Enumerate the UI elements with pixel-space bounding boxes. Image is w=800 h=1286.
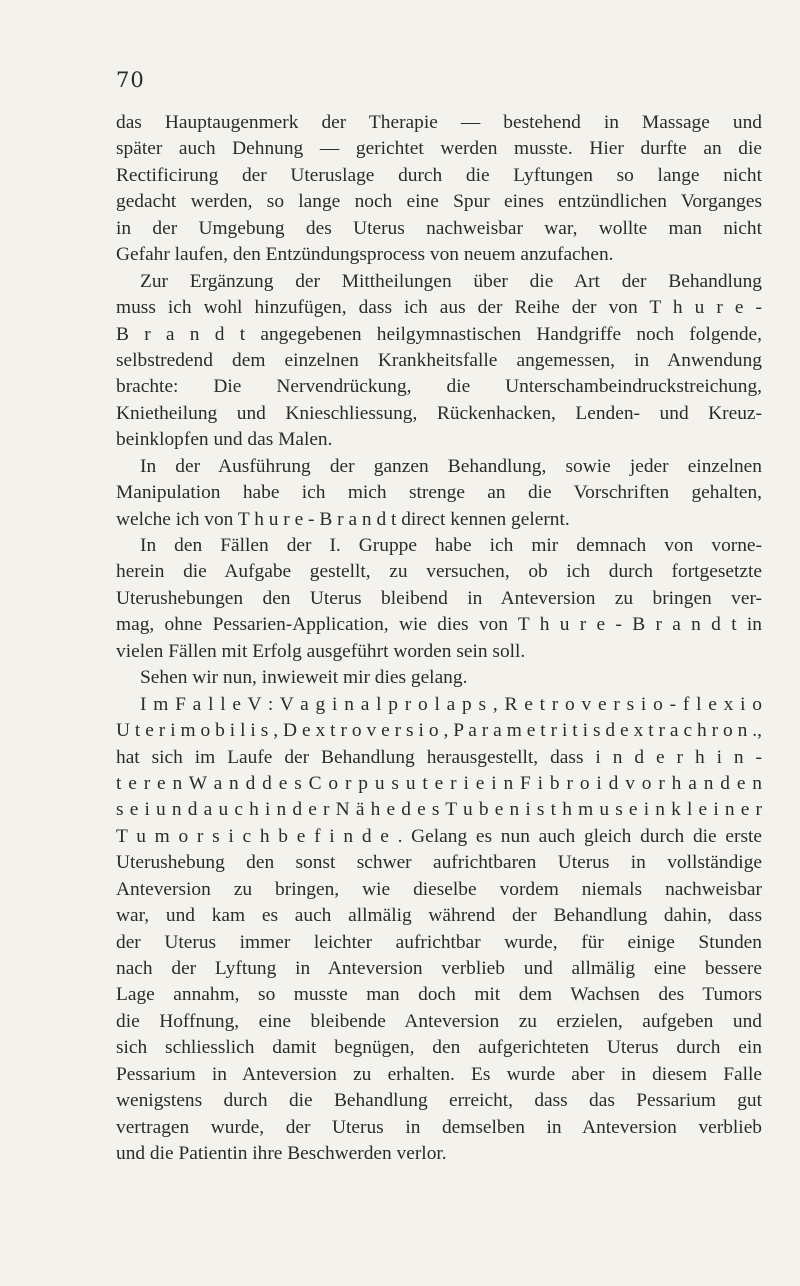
text-line: Uterushebung den sonst schwer aufrichtbaren Uterus in vollständige: [116, 852, 762, 874]
text-line: In den Fällen der I. Gruppe habe ich mir demnach von vorne-: [140, 535, 762, 556]
text-line: s e i u n d a u c h i n d e r N ä h e d e s T u b e n i s t h m u s e i n k l e i n e r: [116, 799, 762, 821]
text-line: In der Ausführung der ganzen Behandlung, sowie jeder einzelnen: [140, 455, 762, 477]
text-line: vielen Fällen mit Erfolg ausgeführt worden sein soll.: [116, 640, 526, 662]
text-line: beinklopfen und das Malen.: [116, 429, 333, 451]
text-line: hat sich im Laufe der Behandlung herausgestellt, dass i n d e r h i n -: [116, 746, 762, 768]
text-line: Pessarium in Anteversion zu erhalten. Es wurde aber in diesem Falle: [116, 1063, 762, 1085]
text-line: wenigstens durch die Behandlung erreicht, dass das Pessarium gut: [116, 1090, 762, 1112]
text-line: und die Patientin ihre Beschwerden verlor.: [116, 1143, 447, 1165]
text-line: die Hoffnung, eine bleibende Anteversion zu erzielen, aufgeben und: [116, 1010, 762, 1032]
text-line: war, und kam es auch allmälig während der Behandlung dahin, dass: [116, 905, 762, 927]
text-line: Manipulation habe ich mich strenge an die Vorschriften gehalten,: [116, 482, 762, 504]
text-line: herein die Aufgabe gestellt, zu versuchen, ob ich durch fortgesetzte: [116, 561, 762, 583]
text-line: mag, ohne Pessarien-Application, wie dies von T h u r e - B r a n d t in: [116, 614, 762, 636]
text-line: Gefahr laufen, den Entzündungsprocess von neuem anzufachen.: [116, 244, 614, 266]
text-line: B r a n d t angegebenen heilgymnastischen Handgriffe noch folgende,: [116, 323, 762, 345]
text-line: gedacht werden, so lange noch eine Spur eines entzündlichen Vorganges: [116, 191, 762, 213]
text-line: sich schliesslich damit begnügen, den aufgerichteten Uterus durch ein: [116, 1037, 762, 1059]
text-line: Sehen wir nun, inwieweit mir dies gelang.: [140, 667, 468, 689]
text-line: I m F a l l e V : V a g i n a l p r o l a p s , R e t r o v e r s i o - f l e x i o: [140, 693, 762, 715]
text-line: muss ich wohl hinzufügen, dass ich aus der Reihe der von T h u r e -: [116, 297, 762, 319]
text-line: Lage annahm, so musste man doch mit dem Wachsen des Tumors: [116, 984, 762, 1006]
text-line: brachte: Die Nervendrückung, die Unterschambeindruckstreichung,: [116, 376, 762, 398]
text-line: U t e r i m o b i l i s , D e x t r o v e r s i o , P a r a m e t r i t i s d e x t r a c h r o n .,: [116, 720, 762, 742]
text-line: nach der Lyftung in Anteversion verblieb und allmälig eine bessere: [116, 958, 762, 979]
page-number: 70: [116, 68, 145, 92]
text-line: welche ich von T h u r e - B r a n d t direct kennen gelernt.: [116, 508, 570, 530]
text-line: der Uterus immer leichter aufrichtbar wurde, für einige Stunden: [116, 931, 762, 953]
text-line: vertragen wurde, der Uterus in demselben in Anteversion verblieb: [116, 1116, 762, 1138]
text-line: Anteversion zu bringen, wie dieselbe vordem niemals nachweisbar: [116, 878, 762, 900]
text-line: Uterushebungen den Uterus bleibend in Anteversion zu bringen ver-: [116, 587, 762, 609]
text-line: Zur Ergänzung der Mittheilungen über die Art der Behandlung: [140, 270, 762, 292]
text-line: Rectificirung der Uteruslage durch die Lyftungen so lange nicht: [116, 164, 762, 186]
text-line: das Hauptaugenmerk der Therapie — bestehend in Massage und: [116, 112, 762, 133]
text-line: später auch Dehnung — gerichtet werden musste. Hier durfte an die: [116, 138, 762, 160]
text-line: t e r e n W a n d d e s C o r p u s u t e r i e i n F i b r o i d v o r h a n d e n: [116, 772, 762, 794]
text-line: T u m o r s i c h b e f i n d e . Gelang es nun auch gleich durch die erste: [116, 825, 762, 847]
text-line: in der Umgebung des Uterus nachweisbar war, wollte man nicht: [116, 217, 762, 239]
text-line: selbstredend dem einzelnen Krankheitsfalle angemessen, in Anwendung: [116, 349, 762, 371]
body-text: [116, 110, 762, 1168]
text-line: Knietheilung und Knieschliessung, Rückenhacken, Lenden- und Kreuz-: [116, 402, 762, 424]
